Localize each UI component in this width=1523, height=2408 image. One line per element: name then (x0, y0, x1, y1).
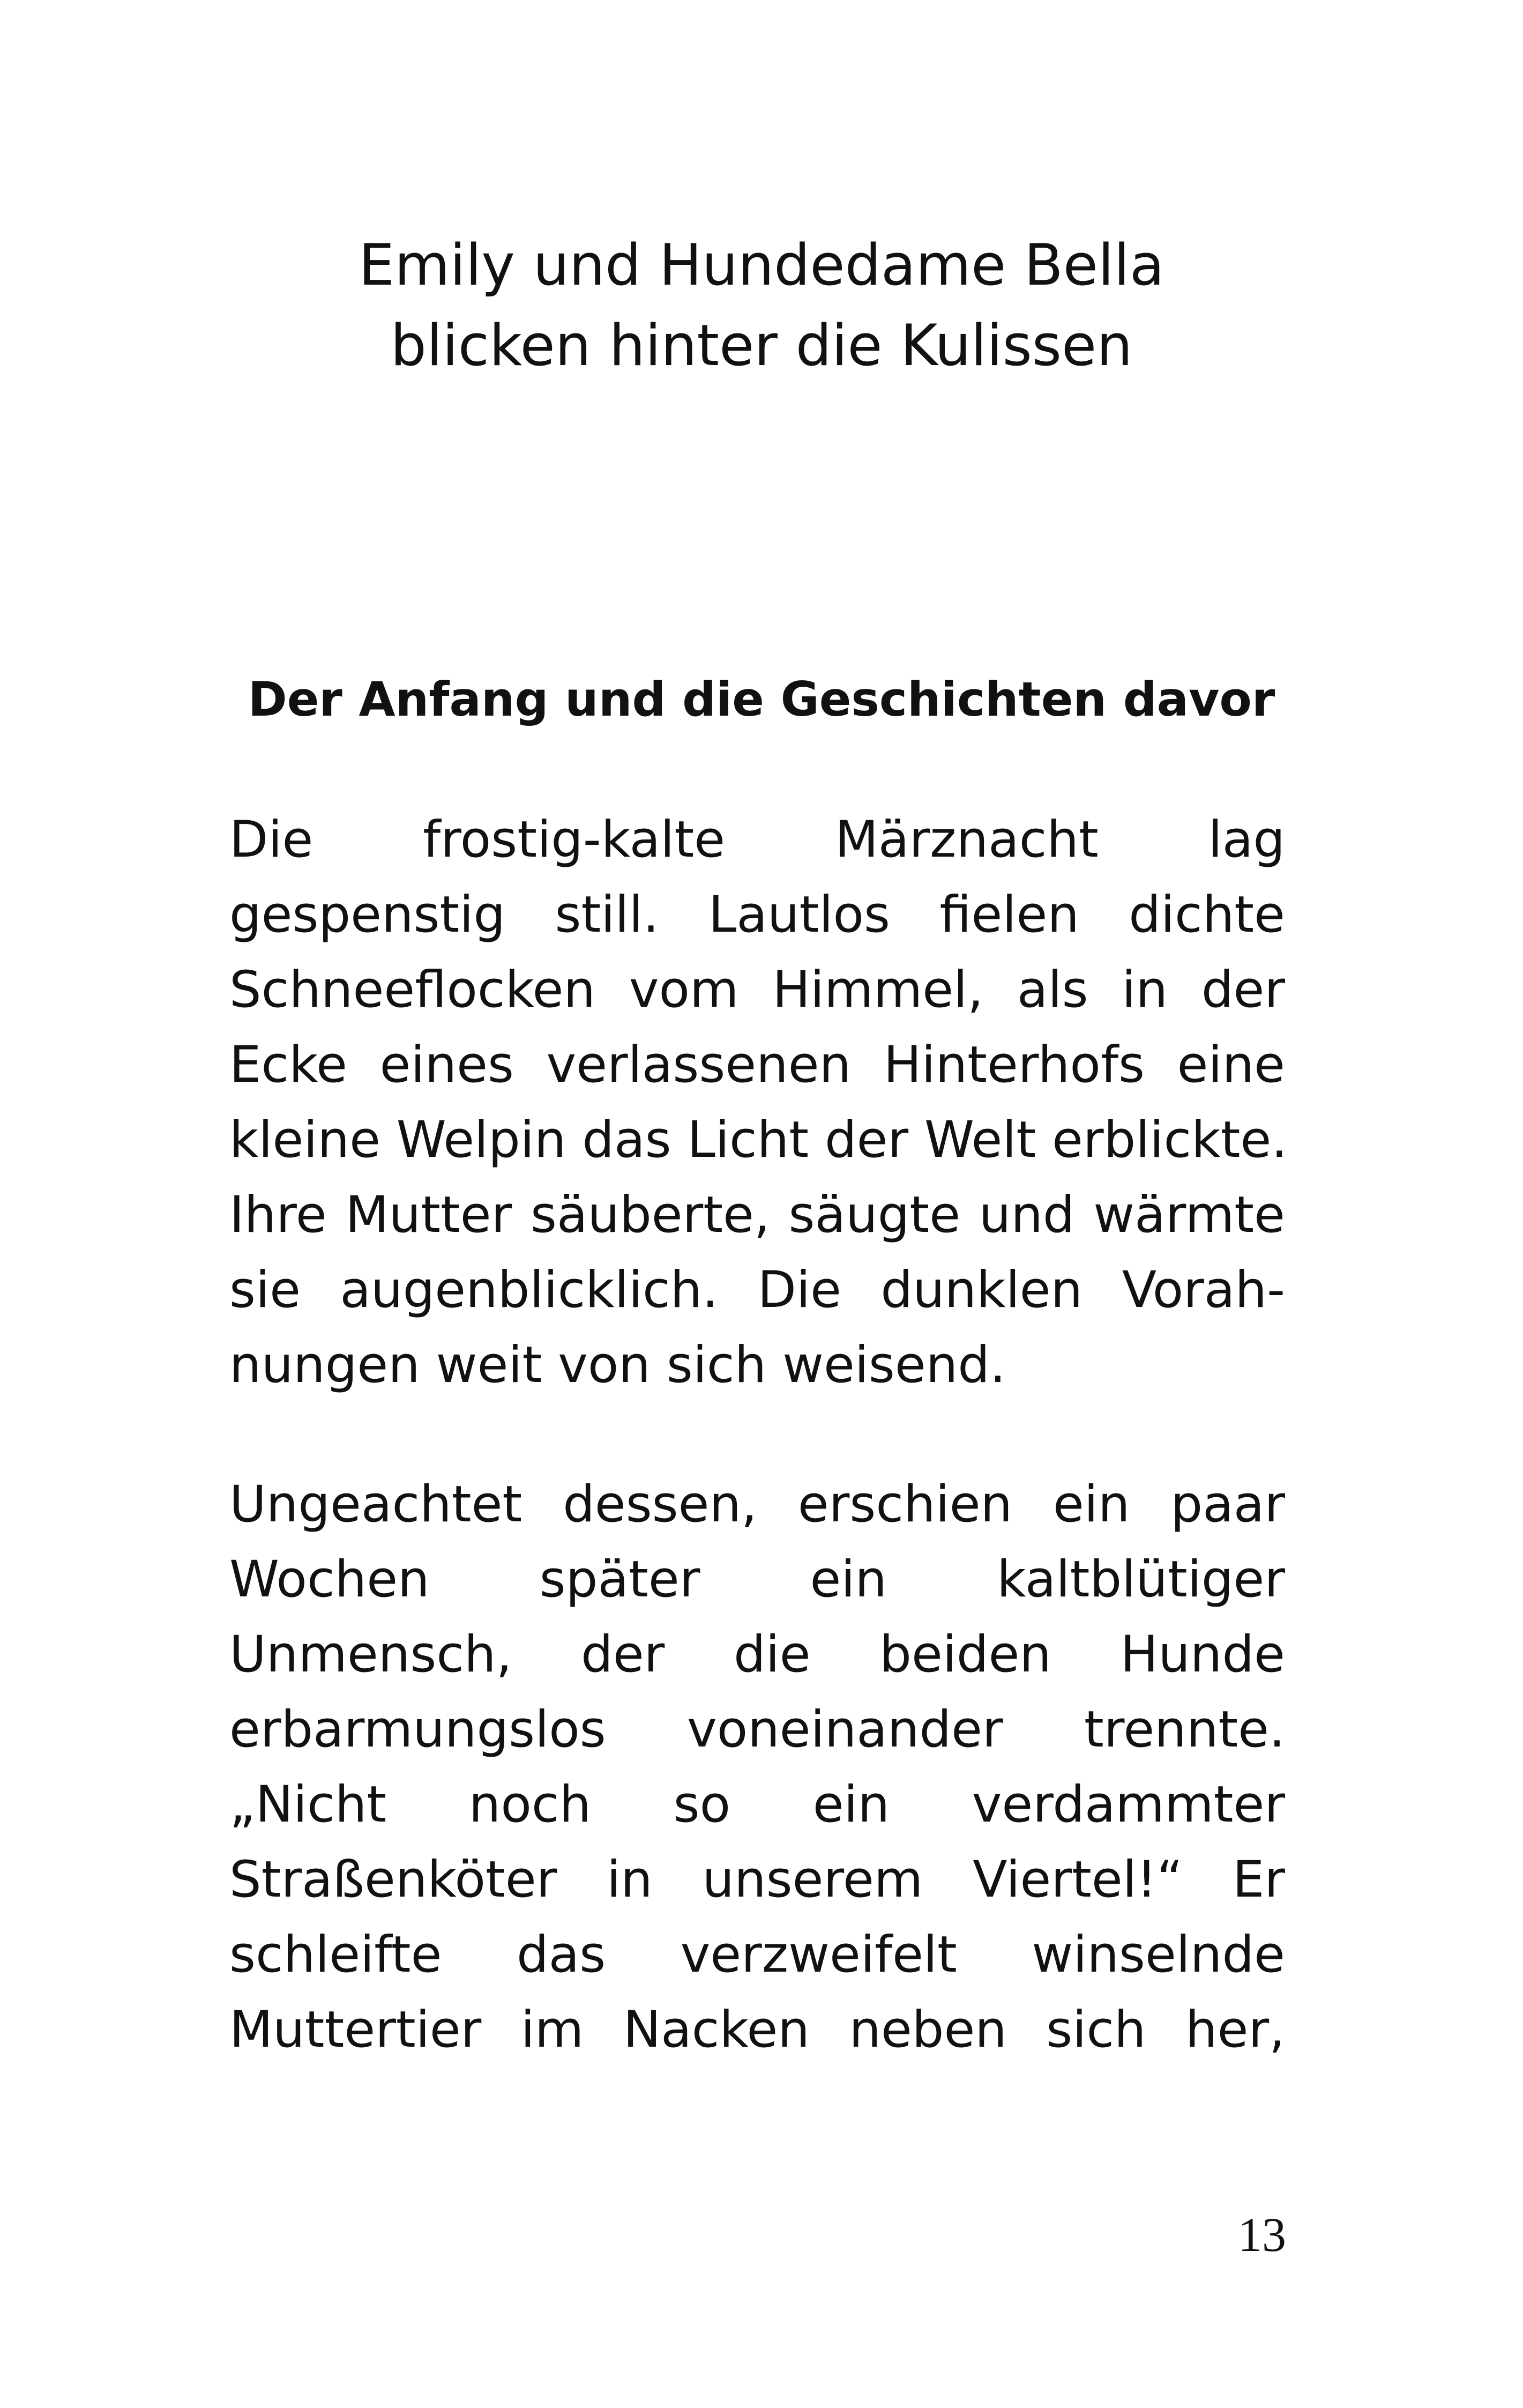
paragraph-line: kleine Welpin das Licht der Welt erblickte. (229, 1111, 1288, 1169)
book-title (0, 225, 1523, 386)
paragraph-line: gespenstig still. Lautlos fielen dichte (229, 886, 1285, 944)
paragraph-line: Ihre Mutter säuberte, säugte und wärmte (229, 1186, 1285, 1244)
paragraph-1 (229, 802, 1288, 1403)
paragraph-line: Straßenköter in unserem Viertel!“ Er (229, 1850, 1285, 1909)
paragraph-line: Die frostig-kalte Märznacht lag (229, 811, 1285, 869)
paragraph-line: Wochen später ein kaltblütiger (229, 1550, 1285, 1609)
paragraph-2 (229, 1467, 1285, 2068)
paragraph-line: Ecke eines verlassenen Hinterhofs eine (229, 1036, 1285, 1094)
paragraph-line: sie augenblicklich. Die dunklen Vorah- (229, 1261, 1285, 1319)
page-number: 13 (1238, 2209, 1286, 2262)
paragraph-line: Muttertier im Nacken neben sich her, (229, 2001, 1285, 2059)
paragraph-line: „Nicht noch so ein verdammter (229, 1775, 1285, 1834)
paragraph-line: Schneeflocken vom Himmel, als in der (229, 961, 1285, 1019)
paragraph-line: schleifte das verzweifelt winselnde (229, 1926, 1285, 1984)
paragraph-line: Unmensch, der die beiden Hunde (229, 1625, 1285, 1684)
book-title-line-2: blicken hinter die Kulissen (390, 313, 1133, 378)
paragraph-line: Ungeachtet dessen, erschien ein paar (229, 1475, 1285, 1534)
paragraph-line: nungen weit von sich weisend. (229, 1336, 1006, 1394)
chapter-heading: Der Anfang und die Geschichten davor (248, 672, 1275, 727)
paragraph-line: erbarmungslos voneinander trennte. (229, 1700, 1285, 1759)
book-title-line-1: Emily und Hundedame Bella (359, 232, 1164, 298)
